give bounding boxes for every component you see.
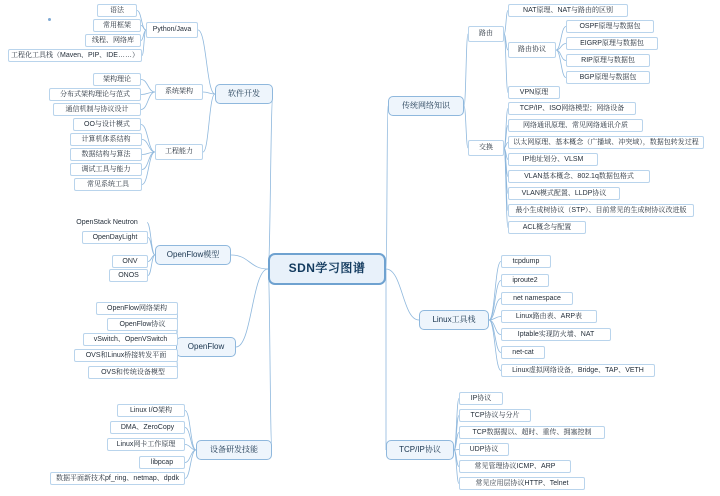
group-node-4-0[interactable] <box>468 26 504 42</box>
leaf-node-4-0-1-label: VPN原理 <box>519 88 549 96</box>
branch-node-6-label: TCP/IP协议 <box>399 444 441 454</box>
leaf-node-0-2-1-label: 计算机体系结构 <box>81 135 131 143</box>
leaf-node-4-0-0-0-label: OSPF原理与数据包 <box>579 22 641 30</box>
leaf-node-4-1-6-label: 最小生成树协议（STP）、目前常见的生成树协议改进版 <box>515 206 687 214</box>
leaf-node-4-1-2[interactable] <box>508 136 704 149</box>
branch-node-1-label: OpenFlow模型 <box>166 249 220 259</box>
leaf-node-1-0-1-label: OpenDayLight <box>92 233 138 241</box>
leaf-node-5-0-4[interactable] <box>501 328 611 341</box>
subgroup-node-4-0-0[interactable] <box>508 42 556 58</box>
leaf-node-0-0-0-label: 语法 <box>110 6 124 14</box>
leaf-node-4-1-5-label: VLAN模式配置、LLDP协议 <box>521 189 607 197</box>
leaf-node-1-0-2-label: ONV <box>122 257 138 265</box>
leaf-node-4-0-0[interactable] <box>508 4 628 17</box>
leaf-node-4-1-7-label: ACL概念与配置 <box>522 223 572 231</box>
leaf-node-4-0-0-label: NAT原理、NAT与路由的区别 <box>523 6 613 14</box>
leaf-node-0-2-0[interactable] <box>73 118 141 131</box>
leaf-node-0-0-1-label: 常用框架 <box>103 21 131 29</box>
leaf-node-6-0-1-label: TCP协议与分片 <box>470 411 520 419</box>
leaf-node-0-2-4[interactable] <box>74 178 142 191</box>
leaf-node-0-2-2-label: 数据结构与算法 <box>81 150 131 158</box>
leaf-node-0-1-1[interactable] <box>49 88 141 101</box>
root-node-label: SDN学习图谱 <box>288 261 366 276</box>
leaf-node-0-1-0[interactable] <box>93 73 141 86</box>
leaf-node-6-0-5-label: 常见应用层协议HTTP、Telnet <box>475 479 569 487</box>
leaf-node-5-0-1-label: iproute2 <box>512 276 538 284</box>
leaf-node-4-0-0-1-label: EIGRP原理与数据包 <box>580 39 644 47</box>
leaf-node-4-0-0-3[interactable] <box>566 71 650 84</box>
branch-node-1[interactable] <box>155 245 231 265</box>
leaf-node-0-1-0-label: 架构理论 <box>103 75 131 83</box>
branch-node-5[interactable] <box>419 310 489 330</box>
group-node-0-1[interactable] <box>155 84 203 100</box>
group-node-4-1[interactable] <box>468 140 504 156</box>
group-node-0-0-label: Python/Java <box>152 26 192 34</box>
leaf-node-2-0-4[interactable] <box>88 366 178 379</box>
leaf-node-4-1-4[interactable] <box>508 170 650 183</box>
leaf-node-2-0-0[interactable] <box>96 302 178 315</box>
leaf-node-4-1-5[interactable] <box>508 187 620 200</box>
leaf-node-5-0-6-label: Linux虚拟网络设备，Bridge、TAP、VETH <box>512 366 644 374</box>
leaf-node-4-1-2-label: 以太网原理、基本概念（广播域、冲突域），数据包转发过程 <box>513 138 699 146</box>
leaf-node-4-1-1[interactable] <box>508 119 643 132</box>
group-node-0-2[interactable] <box>155 144 203 160</box>
stray-dot-icon <box>48 18 51 21</box>
leaf-node-5-0-3[interactable] <box>501 310 597 323</box>
branch-node-3[interactable] <box>196 440 272 460</box>
leaf-node-4-0-0-2-label: RIP原理与数据包 <box>581 56 635 64</box>
leaf-node-5-0-6[interactable] <box>501 364 655 377</box>
leaf-node-3-0-4[interactable] <box>50 472 185 485</box>
leaf-node-6-0-1[interactable] <box>459 409 531 422</box>
leaf-node-6-0-3[interactable] <box>459 443 509 456</box>
leaf-node-5-0-0[interactable] <box>501 255 551 268</box>
leaf-node-0-1-2[interactable] <box>53 103 141 116</box>
leaf-node-2-0-2[interactable] <box>83 333 178 346</box>
leaf-node-4-0-0-2[interactable] <box>566 54 650 67</box>
leaf-node-5-0-3-label: Linux路由表、ARP表 <box>515 312 583 320</box>
leaf-node-0-0-0[interactable] <box>97 4 137 17</box>
leaf-node-3-0-2[interactable] <box>107 438 185 451</box>
branch-node-2-label: OpenFlow <box>187 341 225 351</box>
branch-node-4[interactable] <box>388 96 464 116</box>
leaf-node-6-0-0[interactable] <box>459 392 503 405</box>
leaf-node-5-0-2[interactable] <box>501 292 573 305</box>
leaf-node-0-0-2[interactable] <box>85 34 141 47</box>
leaf-node-3-0-3[interactable] <box>139 456 185 469</box>
leaf-node-1-0-3-label: ONOS <box>118 271 139 279</box>
leaf-node-4-0-0-3-label: BGP原理与数据包 <box>579 73 637 81</box>
leaf-node-0-1-1-label: 分布式架构理论与范式 <box>60 90 130 98</box>
group-node-0-1-label: 系统架构 <box>165 88 193 96</box>
leaf-node-0-2-2[interactable] <box>70 148 142 161</box>
leaf-node-4-1-3[interactable] <box>508 153 598 166</box>
leaf-node-0-0-2-label: 线程、网络库 <box>92 36 134 44</box>
leaf-node-2-0-1[interactable] <box>107 318 178 331</box>
branch-node-0-label: 软件开发 <box>228 88 260 98</box>
leaf-node-4-0-1[interactable] <box>508 86 560 99</box>
group-node-4-1-label: 交换 <box>479 144 493 152</box>
leaf-node-0-2-0-label: OO与设计模式 <box>84 120 130 128</box>
leaf-node-1-0-1[interactable] <box>82 231 148 244</box>
leaf-node-3-0-3-label: libpcap <box>150 458 174 466</box>
leaf-node-5-0-4-label: Iptable实现防火墙、NAT <box>517 330 595 338</box>
leaf-node-1-0-3[interactable] <box>109 269 148 282</box>
leaf-node-2-0-3-label: OVS和Linux桥接转发平面 <box>85 351 167 359</box>
leaf-node-4-1-1-label: 网络通讯原理、常见网络通讯介质 <box>523 121 628 129</box>
leaf-node-1-0-0-label: OpenStack Neutron <box>76 218 138 226</box>
leaf-node-4-0-0-1[interactable] <box>566 37 658 50</box>
leaf-node-3-0-1[interactable] <box>110 421 185 434</box>
leaf-node-2-0-4-label: OVS和传统设备模型 <box>101 368 165 376</box>
leaf-node-5-0-5-label: net-cat <box>512 348 534 356</box>
leaf-node-6-0-3-label: UDP协议 <box>469 445 499 453</box>
leaf-node-3-0-2-label: Linux网卡工作原理 <box>116 440 176 448</box>
leaf-node-2-0-1-label: OpenFlow协议 <box>119 320 166 328</box>
branch-node-0[interactable] <box>215 84 273 104</box>
branch-node-5-label: Linux工具栈 <box>432 314 476 324</box>
leaf-node-1-0-2[interactable] <box>112 255 148 268</box>
leaf-node-0-2-3[interactable] <box>70 163 142 176</box>
leaf-node-6-0-4[interactable] <box>459 460 571 473</box>
subgroup-node-4-0-0-label: 路由协议 <box>518 46 546 54</box>
leaf-node-3-0-4-label: 数据平面新技术pf_ring、netmap、dpdk <box>56 474 179 482</box>
leaf-node-2-0-3[interactable] <box>74 349 178 362</box>
leaf-node-4-0-0-0[interactable] <box>566 20 654 33</box>
branch-node-4-label: 传统网络知识 <box>402 100 450 110</box>
leaf-node-4-1-0-label: TCP/IP、ISO网络模型；网络设备 <box>519 104 625 112</box>
branch-node-6[interactable] <box>386 440 454 460</box>
leaf-node-1-0-0[interactable] <box>67 216 147 229</box>
leaf-node-6-0-0-label: IP协议 <box>470 394 492 402</box>
leaf-node-3-0-1-label: DMA、ZeroCopy <box>120 423 175 431</box>
leaf-node-6-0-4-label: 常见管理协议ICMP、ARP <box>474 462 556 470</box>
leaf-node-4-1-4-label: VLAN基本概念、802.1q数据包格式 <box>524 172 634 180</box>
group-node-0-0[interactable] <box>146 22 198 38</box>
leaf-node-6-0-2[interactable] <box>459 426 605 439</box>
leaf-node-5-0-0-label: tcpdump <box>512 257 540 265</box>
leaf-node-0-2-3-label: 调试工具与能力 <box>81 165 131 173</box>
leaf-node-5-0-2-label: net namespace <box>513 294 561 302</box>
leaf-node-0-0-1[interactable] <box>93 19 141 32</box>
leaf-node-0-2-1[interactable] <box>70 133 142 146</box>
group-node-4-0-label: 路由 <box>479 30 493 38</box>
leaf-node-0-1-2-label: 通信机制与协议设计 <box>65 105 129 113</box>
leaf-node-3-0-0[interactable] <box>117 404 185 417</box>
leaf-node-5-0-1[interactable] <box>501 274 549 287</box>
leaf-node-4-1-3-label: IP地址划分、VLSM <box>522 155 584 163</box>
leaf-node-0-0-3[interactable] <box>8 49 142 62</box>
leaf-node-6-0-2-label: TCP数据握以、超时、重传、拥塞控制 <box>472 428 592 436</box>
leaf-node-4-1-7[interactable] <box>508 221 586 234</box>
branch-node-3-label: 设备研发技能 <box>210 444 258 454</box>
leaf-node-4-1-6[interactable] <box>508 204 694 217</box>
leaf-node-2-0-0-label: OpenFlow网络架构 <box>107 304 167 312</box>
leaf-node-4-1-0[interactable] <box>508 102 636 115</box>
leaf-node-0-2-4-label: 常见系统工具 <box>87 180 129 188</box>
group-node-0-2-label: 工程能力 <box>165 148 193 156</box>
leaf-node-6-0-5[interactable] <box>459 477 585 490</box>
leaf-node-5-0-5[interactable] <box>501 346 545 359</box>
root-node[interactable] <box>268 253 386 285</box>
leaf-node-2-0-2-label: vSwitch、OpenVSwitch <box>93 335 168 343</box>
branch-node-2[interactable] <box>176 337 236 357</box>
leaf-node-3-0-0-label: Linux I/O架构 <box>129 406 172 414</box>
leaf-node-0-0-3-label: 工程化工具栈（Maven、PIP、IDE……） <box>11 51 139 59</box>
